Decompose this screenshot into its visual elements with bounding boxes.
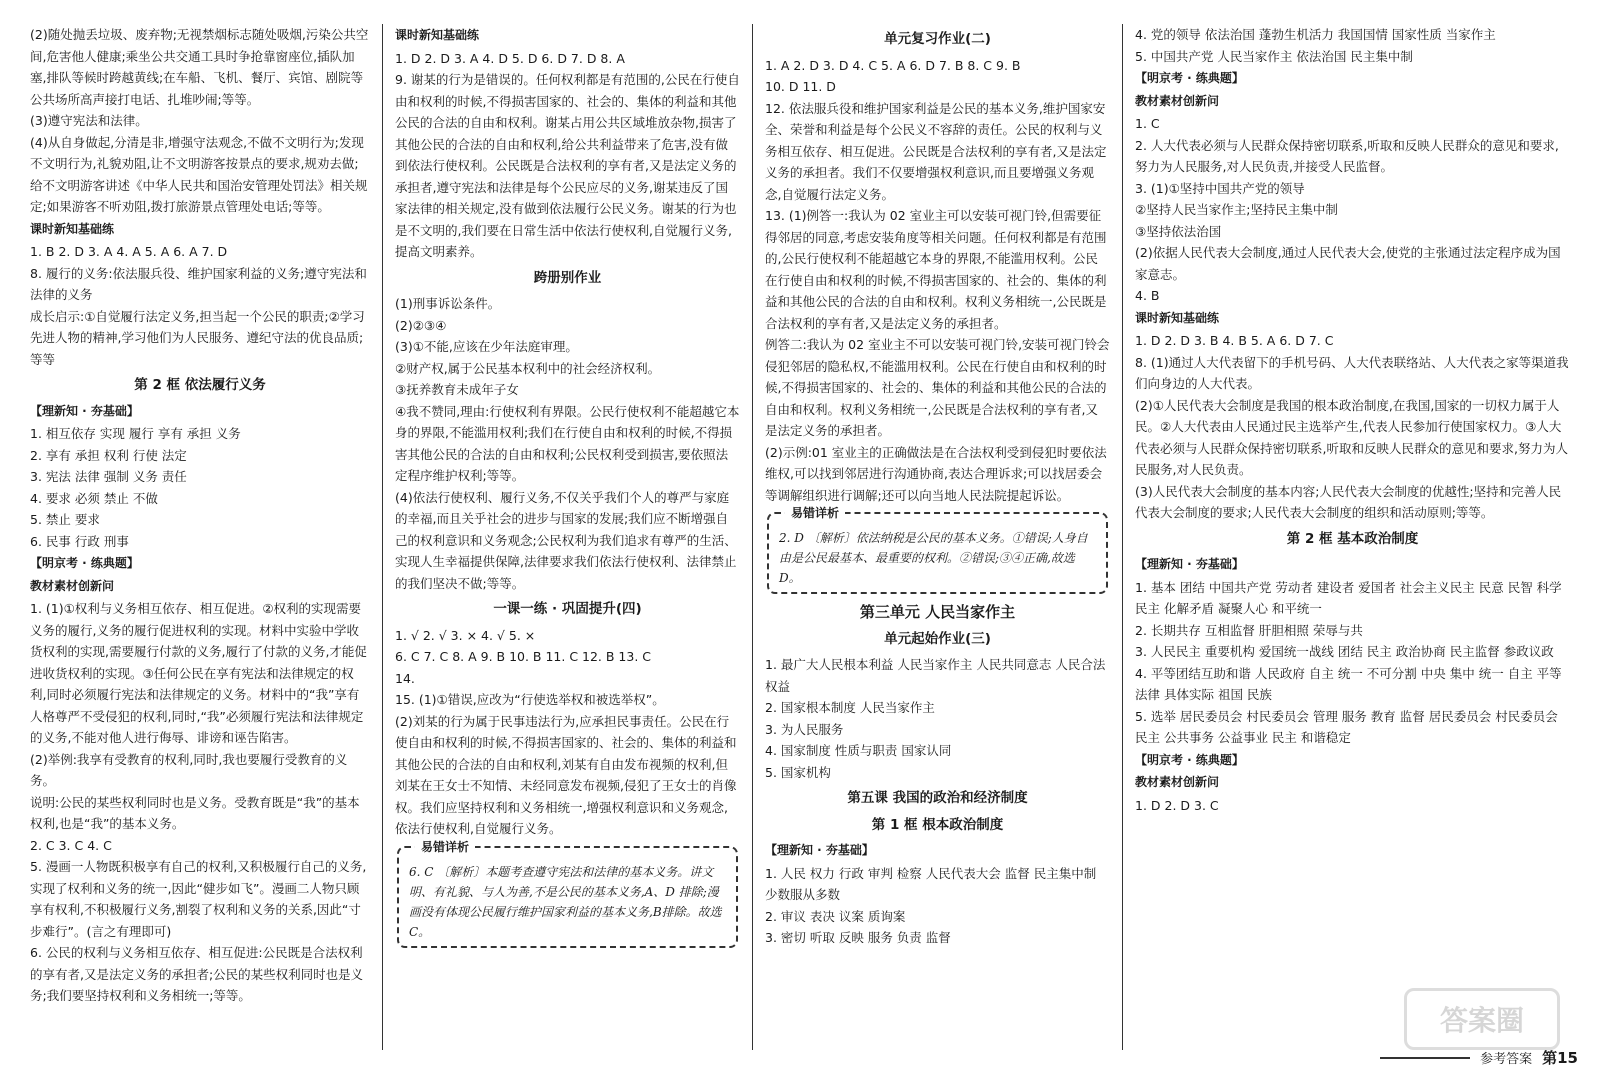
answer-paragraph: 10. D 11. D bbox=[765, 79, 836, 94]
answer-paragraph: 2. 人大代表必须与人民群众保持密切联系,听取和反映人民群众的意见和要求,努力为人民服务,对人民负责,并接受人民监督。 bbox=[1135, 137, 1559, 174]
answer-paragraph: 1. D 2. D 3. B 4. B 5. A 6. D 7. C bbox=[1135, 333, 1334, 348]
footer-label: 参考答案 bbox=[1480, 1052, 1533, 1067]
answer-paragraph: 6. 公民的权利与义务相互依存、相互促进:公民既是合法权利的享有者,又是法定义务的承担者;公民的某些权利同时也是义务;我们要坚持权利和义务相统一;等等。 bbox=[30, 945, 364, 1003]
answer-paragraph: (4)依法行使权利、履行义务,不仅关乎我们个人的尊严与家庭的幸福,而且关乎社会的进步与国家的发展;我们应不断增强自己的权利意识和义务观念;公民权利为我们追求有尊严的生活、实现人生幸福提供保障,法律要求我们依法行使权利、法律禁止的我们坚决不做;等等。 bbox=[395, 489, 737, 591]
unit-heading: 第三单元 人民当家作主 bbox=[859, 603, 1016, 621]
subsection-label: 教材素材创新问 bbox=[1135, 93, 1220, 108]
answer-paragraph: 3. (1)①坚持中国共产党的领导 bbox=[1135, 180, 1305, 196]
error-analysis-text: 6. C 〔解析〕本题考查遵守宪法和法律的基本义务。讲文明、有礼貌、与人为善,不是公民的基本义务,A、D 排除;漫画没有体现公民履行维护国家利益的基本义务,B排除。故选 C。 bbox=[409, 864, 722, 939]
footer-rule bbox=[1380, 1057, 1470, 1059]
error-analysis-box bbox=[397, 839, 738, 948]
answer-paragraph: (2)刘某的行为属于民事违法行为,应承担民事责任。公民在行使自由和权利的时候,不得损害国家的、社会的、集体的利益和其他公民的合法的自由和权利,刘某有自由发布视频的权利,但刘某在王女士不知情、未经同意发布视频,侵犯了王女士的肖像权。我们应坚持权利和义务相统一,增强权利意识和义务观念,依法行使权利,自觉履行义务。 bbox=[395, 713, 737, 836]
answer-paragraph: 1. B 2. D 3. A 4. A 5. A 6. A 7. D bbox=[30, 244, 228, 259]
answer-paragraph: ④我不赞同,理由:行使权利有界限。公民行使权利不能超越它本身的界限,不能滥用权利;我们在行使自由和权利的时候,不得损害其他公民的合法的自由和权利;公民权利受到损害,要依照法定程序维护权利;等等。 bbox=[395, 403, 740, 483]
section-heading: 第 1 框 根本政治制度 bbox=[871, 816, 1004, 833]
subsection-label: 【明京考 · 练典题】 bbox=[1135, 71, 1244, 85]
section-heading: 单元起始作业(三) bbox=[884, 630, 991, 647]
answer-paragraph: 例答二:我认为 02 室业主不可以安装可视门铃,安装可视门铃会侵犯邻居的隐私权,不能滥用权利。公民在行使自由和权利的时候,不得损害国家的、社会的、集体的利益和其他公民的合法的自由和权利。权利义务相统一,公民既是合法权利的享有者,又是法定义务的承担者。 bbox=[765, 337, 1110, 438]
answer-paragraph: 3. 为人民服务 bbox=[765, 721, 844, 737]
answer-paragraph: 1. D 2. D 3. C bbox=[1135, 797, 1219, 813]
answer-paragraph: 1. (1)①权利与义务相互依存、相互促进。②权利的实现需要义务的履行,义务的履行促进权利的实现。材料中实验中学收货权利的实现,需要履行付款的义务,履行了付款的义务,才能促进收货权利的实现。③任何公民在享有宪法和法律规定的权利,同时必须履行宪法和法律规定的义务。材料中的“我”享有人格尊严不受侵犯的权利,同时,“我”必须履行宪法和法律规定的义务,不能对他人进行侮辱、诽谤和诬告陷害。 bbox=[30, 601, 367, 745]
answer-paragraph: (2)依据人民代表大会制度,通过人民代表大会,使党的主张通过法定程序成为国家意志。 bbox=[1135, 245, 1561, 282]
answer-paragraph: 1. 人民 权力 行政 审判 检察 人民代表大会 监督 民主集中制 少数服从多数 bbox=[765, 865, 1097, 902]
column-1 bbox=[18, 24, 382, 1050]
answer-paragraph: 4. 党的领导 依法治国 蓬勃生机活力 我国国情 国家性质 当家作主 bbox=[1135, 27, 1496, 42]
subsection-label: 教材素材创新问 bbox=[30, 578, 115, 593]
answer-paragraph: 1. √ 2. √ 3. × 4. √ 5. × bbox=[395, 627, 536, 643]
answer-paragraph: 说明:公民的某些权利同时也是义务。受教育既是“我”的基本权利,也是“我”的基本义务。 bbox=[30, 794, 360, 831]
answer-paragraph: 4. 要求 必须 禁止 不做 bbox=[30, 490, 158, 506]
section-heading: 第五课 我国的政治和经济制度 bbox=[847, 790, 1028, 806]
answer-paragraph: 15. (1)①错误,应改为“行使选举权和被选举权”。 bbox=[395, 692, 665, 707]
answer-paragraph: 9. 谢某的行为是错误的。任何权利都是有范围的,公民在行使自由和权利的时候,不得损害国家的、社会的、集体的利益和其他公民的合法的自由和权利。谢某占用公共区域堆放杂物,损害了其他公民的合法的自由和权利,给公共利益带来了危害,没有做到依法行使权利。公民既是合法权利的享有者,又是法定义务的承担者,遵守宪法和法律是每个公民应尽的义务,谢某违反了国家法律的相关规定,没有做到依法履行公民义务。谢某的行为也是不文明的,我们要在日常生活中依法行使权利,自觉履行义务,提高文明素养。 bbox=[395, 72, 740, 259]
subsection-label: 课时新知基础练 bbox=[395, 28, 480, 42]
answer-paragraph: ②坚持人民当家作主;坚持民主集中制 bbox=[1135, 202, 1338, 217]
answer-paragraph: (2)随处抛丢垃圾、废弃物;无视禁烟标志随处吸烟,污染公共空间,危害他人健康;乘坐公共交通工具时争抢靠窗座位,插队加塞,排队等候时跨越黄线;在车船、飞机、餐厅、宾馆、剧院等公共场所高声接打电话、扎堆吵闹;等等。 bbox=[30, 27, 369, 107]
answer-paragraph: 3. 宪法 法律 强制 义务 责任 bbox=[30, 469, 187, 484]
answer-paragraph: 1. D 2. D 3. A 4. D 5. D 6. D 7. D 8. A bbox=[395, 50, 625, 66]
answer-paragraph: 5. 国家机构 bbox=[765, 764, 831, 780]
subsection-label: 【明京考 · 练典题】 bbox=[30, 556, 139, 570]
answer-paragraph: 5. 漫画一人物既积极享有自己的权利,又积极履行自己的义务,实现了权利和义务的统一,因此“健步如飞”。漫画二人物只顾享有权利,不积极履行义务,割裂了权利和义务的关系,因此“寸步难行”。(言之有理即可) bbox=[30, 859, 367, 939]
answer-paragraph: 1. A 2. D 3. D 4. C 5. A 6. D 7. B 8. C 9. B bbox=[765, 57, 1021, 73]
answer-paragraph: 5. 中国共产党 人民当家作主 依法治国 民主集中制 bbox=[1135, 48, 1413, 64]
subsection-label: 【理新知 · 夯基础】 bbox=[30, 403, 139, 418]
section-heading: 第 2 框 依法履行义务 bbox=[134, 377, 266, 393]
answer-paragraph: 1. 相互依存 实现 履行 享有 承担 义务 bbox=[30, 426, 241, 441]
column-2 bbox=[382, 24, 752, 1050]
answer-paragraph: 6. 民事 行政 刑事 bbox=[30, 533, 129, 549]
answer-paragraph: 4. 国家制度 性质与职责 国家认同 bbox=[765, 743, 952, 758]
answer-paragraph: 8. (1)通过人大代表留下的手机号码、人大代表联络站、人大代表之家等渠道我们向身边的人大代表。 bbox=[1135, 354, 1569, 391]
subsection-label: 课时新知基础练 bbox=[1135, 310, 1220, 325]
column-3 bbox=[752, 24, 1122, 1050]
column-4 bbox=[1122, 24, 1582, 1050]
answer-paragraph: 14. bbox=[395, 670, 415, 686]
answer-paragraph: 4. 平等团结互助和谐 人民政府 自主 统一 不可分割 中央 集中 统一 自主 平等 法律 具体实际 祖国 民族 bbox=[1135, 665, 1562, 702]
answer-paragraph: 2. 长期共存 互相监督 肝胆相照 荣辱与共 bbox=[1135, 622, 1363, 638]
error-analysis-title: 易错详析 bbox=[785, 503, 845, 525]
answer-paragraph: 2. 国家根本制度 人民当家作主 bbox=[765, 700, 935, 715]
error-analysis-box bbox=[767, 506, 1108, 594]
answer-paragraph: ②财产权,属于公民基本权利中的社会经济权利。 bbox=[395, 360, 661, 376]
answer-paragraph: (2)举例:我享有受教育的权利,同时,我也要履行受教育的义务。 bbox=[30, 751, 348, 788]
answer-paragraph: 2. 审议 表决 议案 质询案 bbox=[765, 908, 906, 924]
answer-paragraph: (3)人民代表大会制度的基本内容;人民代表大会制度的优越性;坚持和完善人民代表大会制度的要求;人民代表大会制度的组织和活动原则;等等。 bbox=[1135, 483, 1562, 520]
answer-paragraph: 12. 依法服兵役和维护国家利益是公民的基本义务,维护国家安全、荣誉和利益是每个公民义不容辞的责任。公民的权利与义务相互依存、相互促进。公民既是合法权利的享有者,又是法定义务的承担者。我们不仅要增强权利意识,而且要增强义务观念,自觉履行法定义务。 bbox=[765, 100, 1107, 202]
answer-paragraph: ③坚持依法治国 bbox=[1135, 223, 1222, 239]
answer-paragraph: (3)遵守宪法和法律。 bbox=[30, 113, 148, 128]
answer-paragraph: 6. C 7. C 8. A 9. B 10. B 11. C 12. B 13. C bbox=[395, 649, 652, 664]
answer-paragraph: (2)②③④ bbox=[395, 317, 447, 333]
answer-paragraph: 成长启示:①自觉履行法定义务,担当起一个公民的职责;②学习先进人物的精神,学习他们为人民服务、遵纪守法的优良品质;等等 bbox=[30, 308, 365, 367]
answer-paragraph: 1. 最广大人民根本利益 人民当家作主 人民共同意志 人民合法权益 bbox=[765, 657, 1106, 694]
answer-paragraph: (4)从自身做起,分清是非,增强守法观念,不做不文明行为;发现不文明行为,礼貌劝阻,让不文明游客按景点的要求,规劝去做;给不文明游客讲述《中华人民共和国治安管理处罚法》相关规定;如果游客不听劝阻,拨打旅游景点管理处电话;等等。 bbox=[30, 134, 368, 214]
section-heading: 跨册别作业 bbox=[533, 269, 602, 286]
subsection-label: 【理新知 · 夯基础】 bbox=[765, 843, 874, 857]
answer-paragraph: ③抚养教育未成年子女 bbox=[395, 382, 519, 397]
answer-paragraph: 3. 密切 听取 反映 服务 负责 监督 bbox=[765, 930, 951, 945]
subsection-label: 课时新知基础练 bbox=[30, 221, 115, 236]
answer-paragraph: 5. 选举 居民委员会 村民委员会 管理 服务 教育 监督 居民委员会 村民委员会 民主 公共事务 公益事业 民主 和谐稳定 bbox=[1135, 708, 1558, 745]
answer-paragraph: 5. 禁止 要求 bbox=[30, 512, 100, 527]
subsection-label: 教材素材创新问 bbox=[1135, 775, 1220, 789]
answer-paragraph: (1)刑事诉讼条件。 bbox=[395, 296, 501, 311]
subsection-label: 【理新知 · 夯基础】 bbox=[1135, 557, 1244, 571]
answer-paragraph: 13. (1)例答一:我认为 02 室业主可以安装可视门铃,但需要征得邻居的同意,考虑安装角度等相关问题。任何权利都是有范围的,公民行使权利不能超越它本身的界限,不能滥用权利。公民在行使自由和权利的时候,不得损害国家的、社会的、集体的利益和其他公民的合法的自由和权利。权利义务相统一,公民既是合法权利的享有者,又是法定义务的承担者。 bbox=[765, 208, 1107, 331]
error-analysis-text: 2. D 〔解析〕依法纳税是公民的基本义务。①错误;人身自由是公民最基本、最重要的权利。②错误;③④正确,故选 D。 bbox=[779, 531, 1088, 585]
section-heading: 第 2 框 基本政治制度 bbox=[1286, 530, 1419, 547]
answer-paragraph: 3. 人民民主 重要机构 爱国统一战线 团结 民主 政治协商 民主监督 参政议政 bbox=[1135, 644, 1554, 659]
answer-paragraph: 1. 基本 团结 中国共产党 劳动者 建设者 爱国者 社会主义民主 民意 民智 科学民主 化解矛盾 凝聚人心 和平统一 bbox=[1135, 579, 1562, 616]
answer-paragraph: (3)①不能,应该在少年法庭审理。 bbox=[395, 339, 578, 354]
answer-paragraph: 8. 履行的义务:依法服兵役、维护国家利益的义务;遵守宪法和法律的义务 bbox=[30, 265, 367, 302]
section-heading: 单元复习作业(二) bbox=[884, 31, 991, 47]
answer-paragraph: 4. B bbox=[1135, 288, 1160, 303]
answer-paragraph: (2)①人民代表大会制度是我国的根本政治制度,在我国,国家的一切权力属于人民。②人大代表由人民通过民主选举产生,代表人民参加行使国家权力。③人大代表必须与人民群众保持密切联系,听取和反映人民群众的意见和要求,努力为人民服务,对人民负责。 bbox=[1135, 397, 1568, 477]
page-footer bbox=[1380, 1047, 1578, 1068]
section-heading: 一课一练 · 巩固提升(四) bbox=[493, 601, 642, 617]
answer-paragraph: 2. C 3. C 4. C bbox=[30, 837, 112, 853]
answer-paragraph: 1. C bbox=[1135, 116, 1160, 131]
page-number: 第15 bbox=[1542, 1049, 1578, 1067]
answer-paragraph: 2. 享有 承担 权利 行使 法定 bbox=[30, 447, 187, 463]
watermark-logo: 答案圈 bbox=[1404, 988, 1560, 1050]
error-analysis-title: 易错详析 bbox=[415, 837, 475, 859]
answer-paragraph: (2)示例:01 室业主的正确做法是在合法权利受到侵犯时要依法维权,可以找到邻居进行沟通协商,表达合理诉求;可以找居委会等调解组织进行调解;还可以向当地人民法院提起诉讼。 bbox=[765, 444, 1107, 503]
subsection-label: 【明京考 · 练典题】 bbox=[1135, 752, 1244, 767]
columns bbox=[18, 24, 1582, 1050]
